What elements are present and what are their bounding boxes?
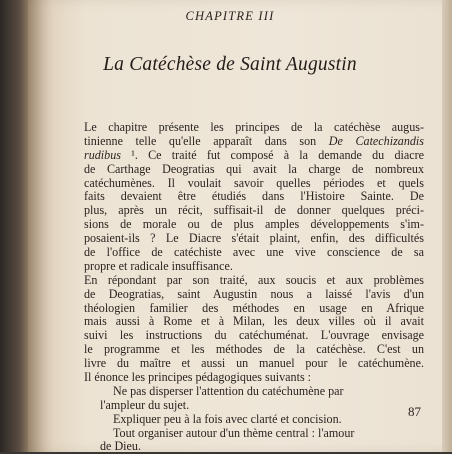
text-line: suivi les instructions du catéchuménat. L'ouvrage envisage <box>84 328 424 343</box>
text-line: rudibus ¹. Ce traité fut composé à la demande du diacre <box>84 147 424 162</box>
page-edge <box>442 0 452 452</box>
text-line: de l'office de catéchiste avec une vive conscience de sa <box>84 245 424 260</box>
text-line: posaient-ils ? Le Diacre s'était plaint, enfin, des difficultés <box>84 231 424 246</box>
text-line: Ne pas disperser l'attention du catéchumène par <box>113 383 344 398</box>
body-text <box>84 121 424 454</box>
text-line: En répondant par son traité, aux soucis et aux problèmes <box>84 272 424 287</box>
text-line: de Deogratias, saint Augustin nous a laissé l'avis d'un <box>84 286 424 301</box>
book-gutter <box>0 0 28 452</box>
text-line: plus, après un récit, suffisait-il de donner quelques préci- <box>84 203 424 218</box>
text-line: de Dieu. <box>100 439 141 454</box>
page-number: 87 <box>408 404 421 419</box>
text-line: mais aussi à Rome et à Milan, les deux villes où il avait <box>84 314 424 329</box>
text-line: sions de morale ou de plus amples développements s'im- <box>84 217 424 232</box>
text-line: catéchumènes. Il voulait savoir quelles périodes et quels <box>84 175 424 190</box>
text-line: tinienne telle qu'elle apparaît dans son De Catechizandis <box>84 133 424 148</box>
chapter-title: La Catéchèse de Saint Augustin <box>103 54 357 75</box>
text-line: faits devaient être étudiés dans l'Histoire Sainte. De <box>84 189 424 204</box>
text-line: Il énonce les principes pédagogiques suivants : <box>84 370 312 385</box>
text-line: Le chapitre présente les principes de la catéchèse augus- <box>84 120 424 134</box>
text-line: livre du maître et aussi un manuel pour le catéchumène. <box>84 356 424 371</box>
text-line: de Carthage Deogratias qui avait la charge de nombreux <box>84 161 424 176</box>
chapter-label: CHAPITRE III <box>185 9 275 23</box>
text-line: Expliquer peu à la fois avec clarté et concision. <box>113 411 342 426</box>
text-line: l'ampleur du sujet. <box>100 397 190 412</box>
text-line: le programme et les méthodes de la catéchèse. C'est un <box>84 342 424 357</box>
text-line: théologien familier des méthodes en usage en Afrique <box>84 300 424 315</box>
text-line: propre et radicale insuffisance. <box>84 258 233 273</box>
text-line: Tout organiser autour d'un thème central : l'amour <box>113 425 355 440</box>
